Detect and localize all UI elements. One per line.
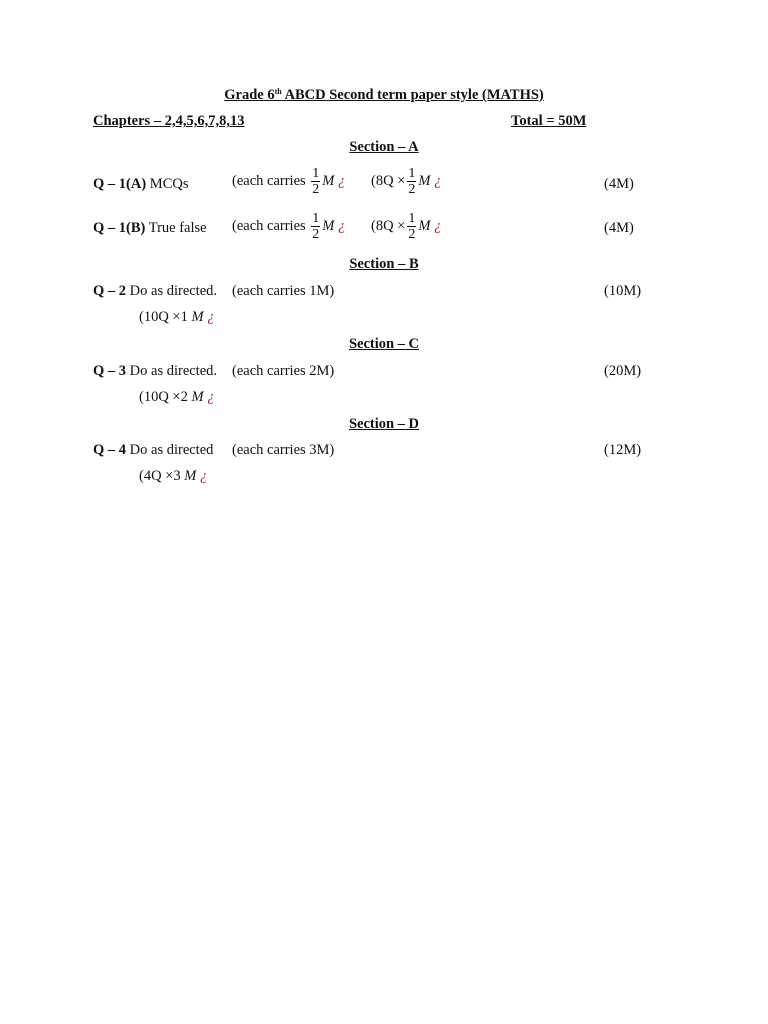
q1b-label (93, 220, 207, 237)
q2-each-carries: (each carries 1M) (232, 283, 335, 299)
q1b-each-carries (232, 211, 345, 242)
section-c-heading: Section – C (348, 336, 420, 352)
q1b-number: Q – 1(B) (93, 220, 146, 236)
q1a-fraction (311, 166, 320, 197)
q1a-calculation (371, 166, 441, 197)
q4-calc-unit: M (184, 468, 197, 484)
q4-calc-glyph: ¿ (199, 468, 208, 484)
q3-calculation (139, 389, 214, 406)
q1b-calc-glyph: ¿ (434, 218, 442, 234)
q1b-frac-den: 2 (312, 227, 320, 242)
q4-number: Q – 4 (93, 442, 127, 458)
q1a-calc-glyph: ¿ (434, 173, 442, 189)
q1a-frac-num: 1 (312, 166, 320, 181)
section-d-heading: Section – D (348, 416, 420, 432)
q1a-number: Q – 1(A) (93, 176, 147, 192)
q4-calculation (139, 468, 207, 485)
q1a-marks: (4M) (604, 176, 634, 192)
q3-label (93, 363, 217, 380)
q1a-label (93, 176, 188, 193)
q1b-calc-frac-num: 1 (408, 211, 416, 226)
q1b-calc-fraction (407, 211, 416, 242)
q1b-fraction (311, 211, 320, 242)
q3-number: Q – 3 (93, 363, 127, 379)
q1b-type: True false (148, 220, 207, 236)
q4-marks: (12M) (604, 442, 642, 458)
total-marks-label: Total = 50M (511, 113, 587, 129)
q1a-each-carries (232, 166, 345, 197)
q1b-calculation (371, 211, 441, 242)
q1a-calc-unit: M (418, 173, 431, 189)
section-b-heading: Section – B (349, 256, 419, 272)
q1b-each-prefix: (each carries (232, 218, 306, 234)
q1b-frac-num: 1 (312, 211, 320, 226)
q1b-calc-frac-den: 2 (408, 227, 416, 242)
q2-number: Q – 2 (93, 283, 127, 299)
q2-type: Do as directed. (129, 283, 218, 299)
q1b-glyph: ¿ (338, 218, 346, 234)
q3-calc-unit: M (191, 389, 204, 405)
q3-marks: (20M) (604, 363, 642, 379)
q2-calculation (139, 309, 214, 326)
q1b-marks: (4M) (604, 220, 634, 236)
q1b-calc-prefix: (8Q × (371, 218, 406, 234)
q1a-calc-fraction (407, 166, 416, 197)
q3-calc-glyph: ¿ (207, 389, 215, 405)
chapters-label: Chapters – 2,4,5,6,7,8,13 (93, 113, 245, 129)
title-suffix: ABCD Second term paper style (MATHS) (281, 87, 544, 103)
q4-label (93, 442, 213, 459)
q2-calc-glyph: ¿ (207, 309, 215, 325)
q1a-calc-frac-num: 1 (408, 166, 416, 181)
title-superscript: th (274, 87, 282, 96)
title-prefix: Grade 6 (224, 87, 275, 103)
q2-calc-prefix: (10Q ×1 (139, 309, 188, 325)
q2-calc-unit: M (191, 309, 204, 325)
q2-marks: (10M) (604, 283, 642, 299)
q1a-frac-den: 2 (312, 182, 320, 197)
q1b-unit: M (322, 218, 335, 234)
q1a-calc-frac-den: 2 (408, 182, 416, 197)
q1b-calc-unit: M (418, 218, 431, 234)
page-title (0, 87, 768, 104)
q4-calc-prefix: (4Q ×3 (139, 468, 181, 484)
q1a-glyph: ¿ (338, 173, 346, 189)
q1a-type: MCQs (149, 176, 189, 192)
q1a-unit: M (322, 173, 335, 189)
q2-label (93, 283, 217, 300)
q3-type: Do as directed. (129, 363, 218, 379)
section-a-heading: Section – A (349, 139, 419, 155)
q3-calc-prefix: (10Q ×2 (139, 389, 188, 405)
q4-type: Do as directed (129, 442, 214, 458)
q3-each-carries: (each carries 2M) (232, 363, 335, 379)
q1a-calc-prefix: (8Q × (371, 173, 406, 189)
q1a-each-prefix: (each carries (232, 173, 306, 189)
q4-each-carries: (each carries 3M) (232, 442, 335, 458)
